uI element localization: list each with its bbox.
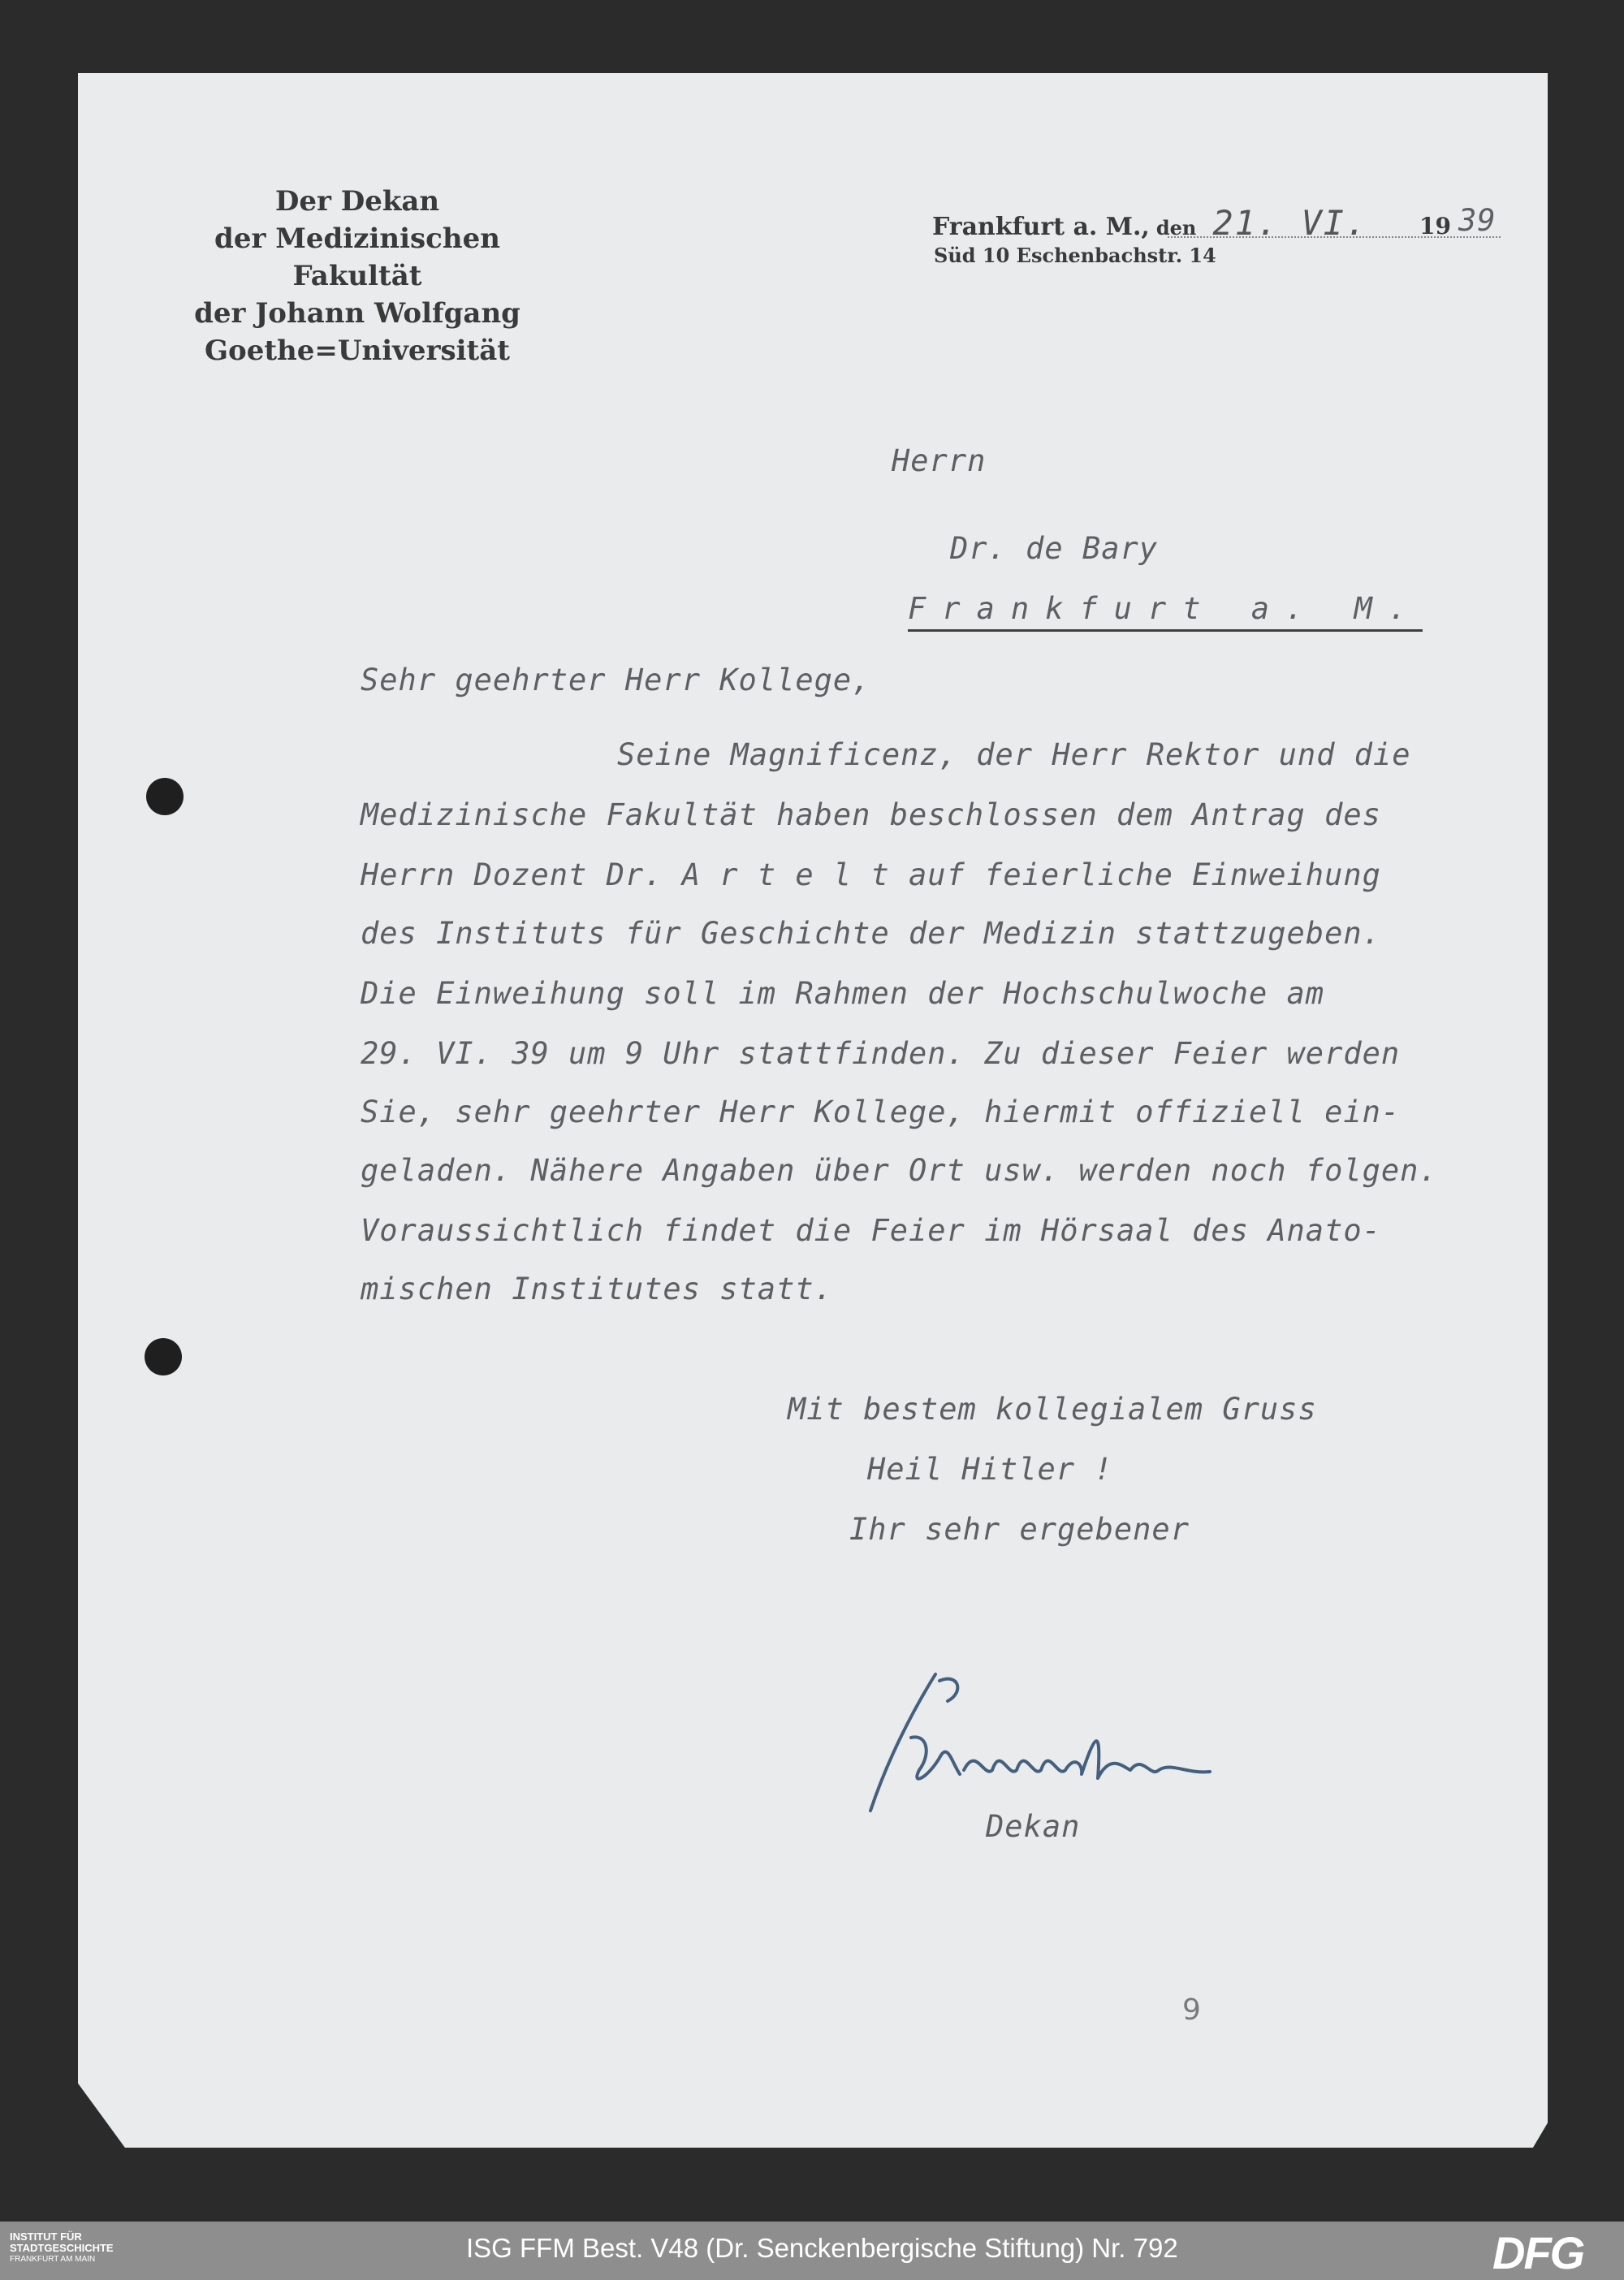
place: Frankfurt a. M., [932, 213, 1150, 241]
archive-caption: ISG FFM Best. V48 (Dr. Senckenbergische Stiftung) Nr. 792 [466, 2233, 1178, 2263]
closing-line: Mit bestem kollegialem Gruss [788, 1392, 1317, 1427]
body-line: Sie, sehr geehrter Herr Kollege, hiermit offiziell ein- [361, 1095, 1401, 1129]
body-line: mischen Institutes statt. [361, 1272, 833, 1306]
year-prefix: 19 [1419, 213, 1451, 240]
body-line: Herrn Dozent Dr. A r t e l t auf feierliche Einweihung [361, 857, 1381, 892]
institution-line: STADTGESCHICHTE [10, 2242, 114, 2254]
body-line: Seine Magnificenz, der Herr Rektor und die [617, 737, 1411, 772]
closing-line: Heil Hitler ! [867, 1452, 1113, 1487]
institution-logo [10, 2231, 114, 2265]
body-line: Voraussichtlich findet die Feier im Hörsaal des Anato- [361, 1213, 1381, 1248]
body-line: geladen. Nähere Angaben über Ort usw. werden noch folgen. [361, 1153, 1438, 1188]
archive-footer [0, 2222, 1624, 2280]
handwritten-signature [862, 1656, 1220, 1819]
signatory-role: Dekan [986, 1809, 1081, 1844]
greeting: Sehr geehrter Herr Kollege, [361, 663, 871, 697]
year-suffix: 39 [1458, 203, 1497, 238]
institution-line: FRANKFURT AM MAIN [10, 2255, 96, 2264]
dfg-logo: DFG [1492, 2227, 1584, 2278]
letterhead-line: Der Dekan [274, 185, 440, 218]
letterhead-line: der Johann Wolfgang [194, 297, 520, 330]
body-line: des Instituts für Geschichte der Medizin stattzugeben. [361, 916, 1381, 951]
street-address: Süd 10 Eschenbachstr. 14 [934, 244, 1216, 267]
letterhead-line: Goethe=Universität [205, 335, 510, 367]
page-number: 9 [1182, 1993, 1201, 2027]
recipient-salutation: Herrn [892, 443, 987, 478]
body-line: 29. VI. 39 um 9 Uhr stattfinden. Zu dieser Feier werden [361, 1036, 1401, 1071]
punch-hole-top [146, 778, 184, 815]
punch-hole-bottom [145, 1338, 182, 1375]
letterhead [162, 183, 552, 369]
recipient-city: Frankfurt a. M. [908, 591, 1423, 632]
body-line: Die Einweihung soll im Rahmen der Hochschulwoche am [361, 976, 1325, 1011]
typed-date: 21. VI. [1212, 203, 1368, 243]
closing-line: Ihr sehr ergebener [849, 1512, 1190, 1547]
institution-line: INSTITUT FÜR [10, 2230, 82, 2243]
body-line: Medizinische Fakultät haben beschlossen dem Antrag des [361, 797, 1381, 832]
den-label: den [1155, 216, 1197, 240]
letterhead-line: der Medizinischen Fakultät [214, 222, 500, 292]
recipient-name: Dr. de Bary [950, 531, 1159, 566]
